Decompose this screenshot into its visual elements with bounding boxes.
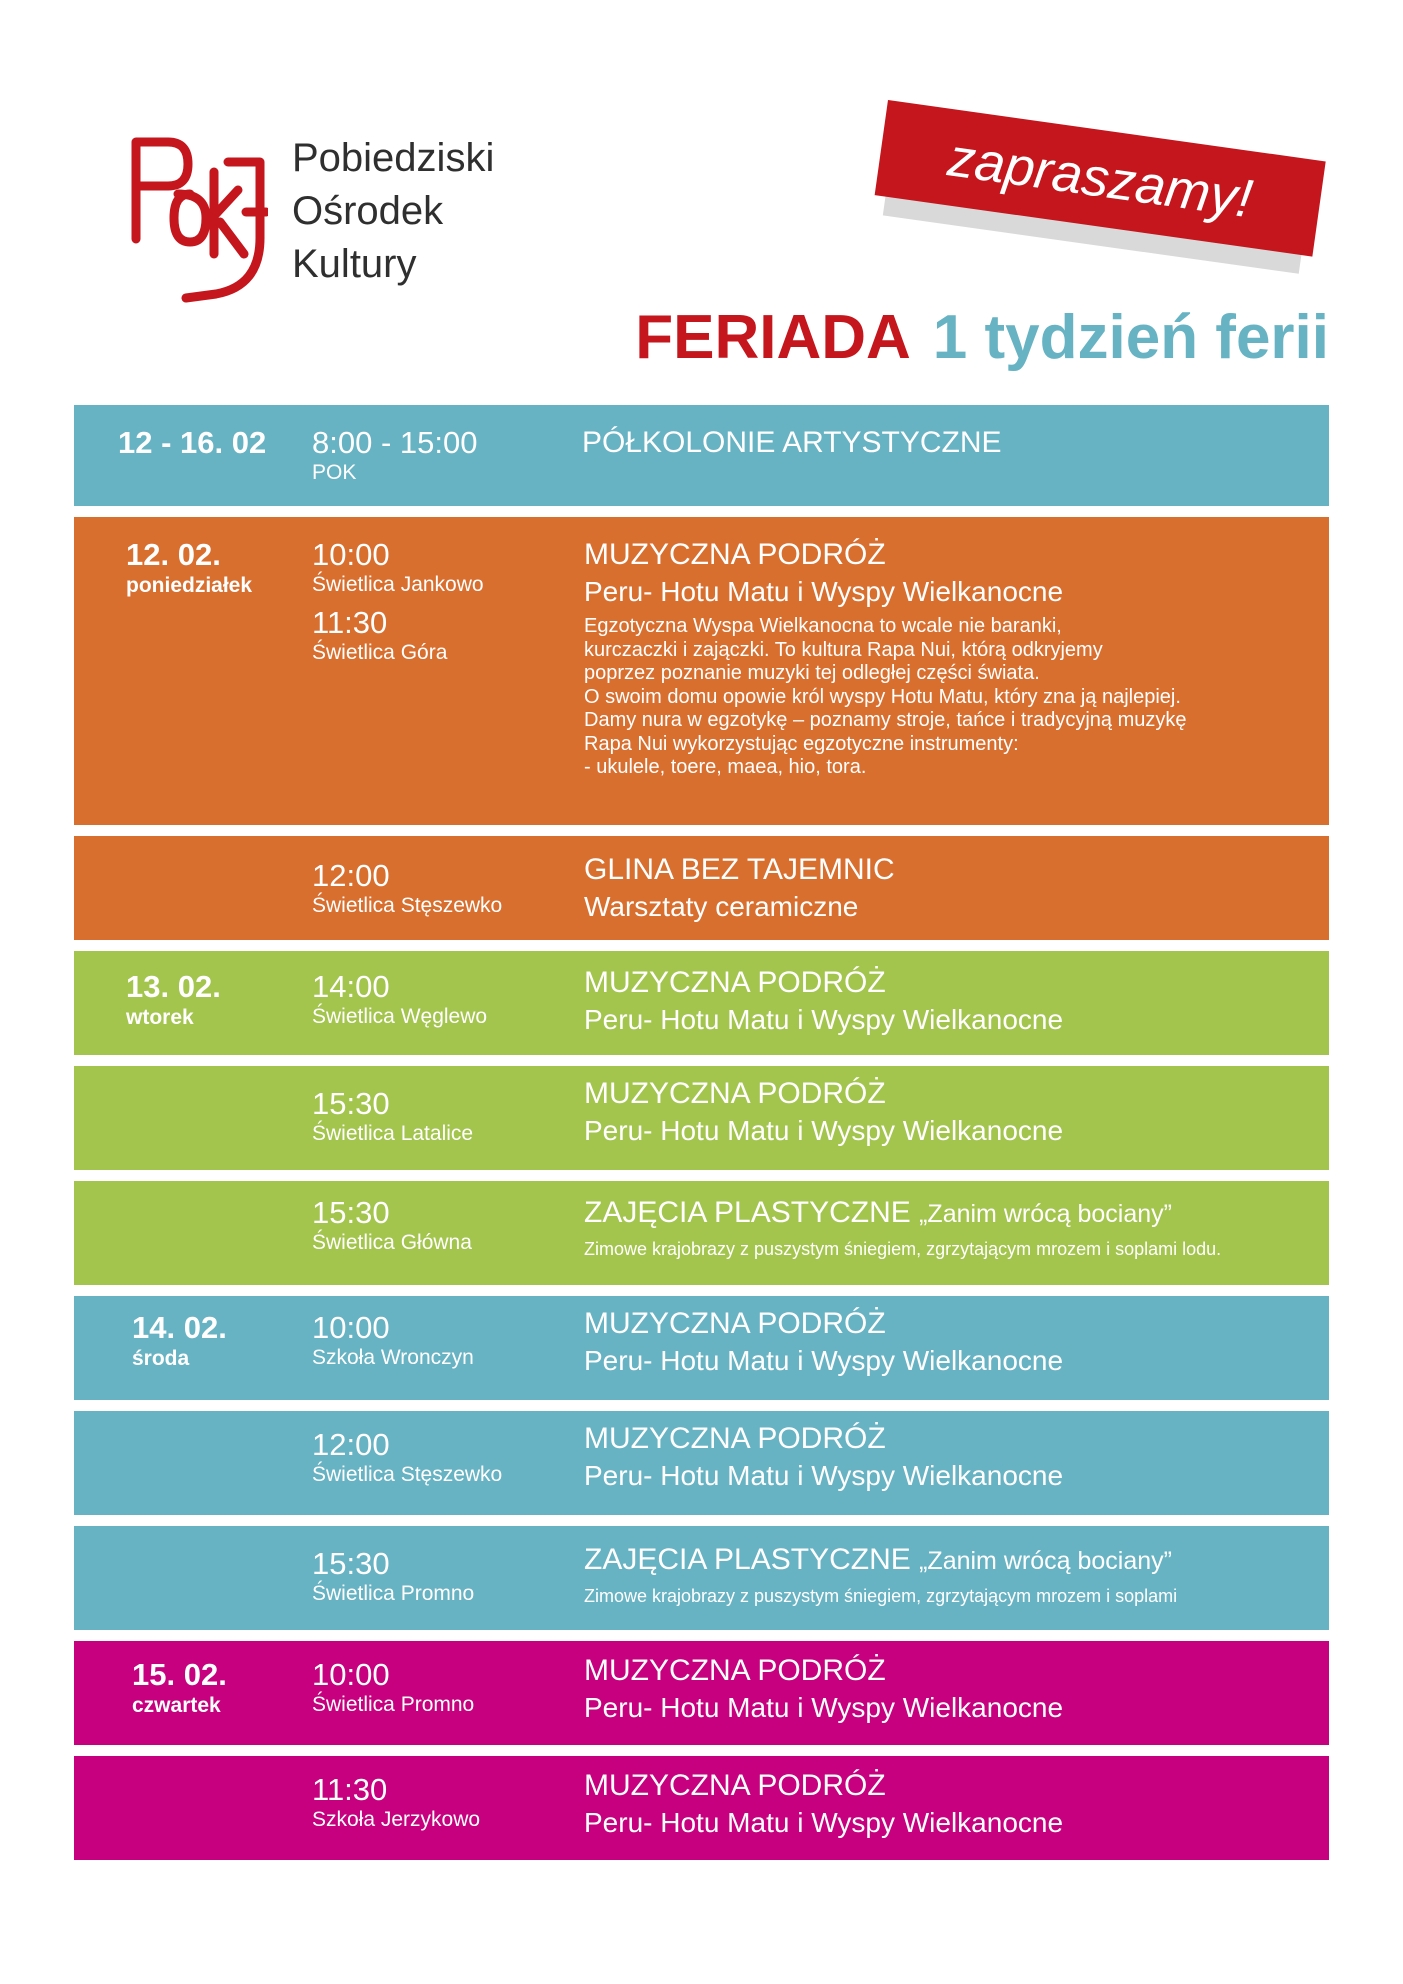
place: Świetlica Promno [312, 1582, 475, 1605]
event [584, 1306, 1319, 1380]
event [584, 1653, 1319, 1727]
row-times [312, 969, 487, 1037]
time: 10:00 [312, 537, 390, 572]
time: 12:00 [312, 858, 390, 893]
title-sub: 1 tydzień ferii [932, 303, 1329, 372]
time: 12:00 [312, 1427, 390, 1462]
weekday: poniedziałek [126, 574, 253, 597]
desc-line: O swoim domu opowie król wyspy Hotu Matu, który zna ją najlepiej. [584, 685, 1181, 708]
org-line-2: Ośrodek [292, 189, 444, 233]
event [584, 1768, 1319, 1842]
schedule [74, 405, 1329, 1871]
weekday: środa [132, 1347, 190, 1370]
schedule-row [74, 517, 1329, 825]
event-title: PÓŁKOLONIE ARTYSTYCZNE [582, 426, 1002, 459]
row-times [312, 858, 502, 926]
desc-line: Damy nura w egzotykę – poznamy stroje, tańce i tradycyjną muzykę [584, 709, 1187, 731]
place: Świetlica Węglewo [312, 1005, 488, 1028]
event-title-text: ZAJĘCIA PLASTYCZNE [584, 1196, 911, 1229]
schedule-row [74, 1296, 1329, 1400]
event-subtitle: Peru- Hotu Matu i Wyspy Wielkanocne [584, 1004, 1064, 1035]
event-subtitle: Peru- Hotu Matu i Wyspy Wielkanocne [584, 1692, 1064, 1723]
row-date [126, 537, 252, 599]
place: Szkoła Jerzykowo [312, 1808, 481, 1831]
event-title: MUZYCZNA PODRÓŻ [584, 538, 886, 571]
row-times [312, 1195, 472, 1263]
time: 11:30 [312, 1772, 388, 1807]
event-title: MUZYCZNA PODRÓŻ [584, 1077, 886, 1110]
desc-line: - ukulele, toere, maea, hio, tora. [584, 756, 867, 778]
place: POK [312, 461, 357, 484]
time: 8:00 - 15:00 [312, 425, 478, 460]
row-times [312, 1546, 474, 1614]
title-main: FERIADA [635, 303, 911, 372]
event-title: MUZYCZNA PODRÓŻ [584, 966, 886, 999]
date-text: 12. 02. [126, 537, 221, 572]
org-line-1: Pobiedziski [292, 136, 495, 180]
schedule-row [74, 1756, 1329, 1860]
schedule-row [74, 405, 1329, 506]
row-date: 12 - 16. 02 [118, 425, 267, 460]
schedule-row [74, 1066, 1329, 1170]
event-description: Zimowe krajobrazy z puszystym śniegiem, zgrzytającym mrozem i soplami lodu. [584, 1239, 1222, 1259]
time: 15:30 [312, 1546, 390, 1581]
organization-name [292, 132, 494, 291]
time: 11:30 [312, 605, 388, 640]
schedule-row [74, 1181, 1329, 1285]
event-title [584, 1542, 1319, 1579]
event [584, 1542, 1319, 1607]
event [584, 852, 1319, 926]
org-line-3: Kultury [292, 242, 417, 286]
event-subtitle: Peru- Hotu Matu i Wyspy Wielkanocne [584, 1460, 1064, 1491]
schedule-row [74, 1526, 1329, 1630]
time: 10:00 [312, 1310, 390, 1345]
event [582, 425, 1319, 461]
event-title: MUZYCZNA PODRÓŻ [584, 1307, 886, 1340]
row-times [312, 537, 484, 673]
place: Świetlica Promno [312, 1693, 475, 1716]
weekday: czwartek [132, 1694, 221, 1717]
place: Świetlica Główna [312, 1231, 472, 1254]
place: Świetlica Latalice [312, 1122, 474, 1145]
event [584, 965, 1319, 1039]
event-title-text: ZAJĘCIA PLASTYCZNE [584, 1543, 911, 1576]
date-text: 15. 02. [132, 1657, 227, 1692]
event-title: MUZYCZNA PODRÓŻ [584, 1654, 886, 1687]
schedule-row [74, 951, 1329, 1055]
place: Świetlica Stęszewko [312, 894, 503, 917]
event-subtitle: Peru- Hotu Matu i Wyspy Wielkanocne [584, 1807, 1064, 1838]
desc-line: poprzez poznanie muzyki tej odległej części świata. [584, 662, 1040, 684]
date-text: 14. 02. [132, 1310, 227, 1345]
event-subtitle: Peru- Hotu Matu i Wyspy Wielkanocne [584, 1345, 1064, 1376]
schedule-row [74, 1411, 1329, 1515]
time: 14:00 [312, 969, 390, 1004]
desc-line: kurczaczki i zajączki. To kultura Rapa Nui, którą odkryjemy [584, 638, 1103, 661]
schedule-row [74, 836, 1329, 940]
event-subtitle: Warsztaty ceramiczne [584, 891, 859, 922]
place: Szkoła Wronczyn [312, 1346, 474, 1369]
event-title: MUZYCZNA PODRÓŻ [584, 1422, 886, 1455]
desc-line: Egzotyczna Wyspa Wielkanocna to wcale nie baranki, [584, 615, 1062, 637]
place: Świetlica Góra [312, 641, 448, 664]
event-description: Zimowe krajobrazy z puszystym śniegiem, zgrzytającym mrozem i soplami [584, 1586, 1178, 1606]
event-title [584, 1195, 1319, 1232]
event [584, 1195, 1319, 1260]
pok-logo-icon [128, 134, 268, 304]
event-title-quote: „Zanim wrócą bociany” [919, 1547, 1172, 1575]
event-subtitle: Peru- Hotu Matu i Wyspy Wielkanocne [584, 576, 1064, 607]
event-subtitle: Peru- Hotu Matu i Wyspy Wielkanocne [584, 1115, 1064, 1146]
desc-line: Rapa Nui wykorzystując egzotyczne instrumenty: [584, 732, 1019, 755]
place: Świetlica Jankowo [312, 573, 484, 596]
row-times [312, 1086, 473, 1154]
event [584, 1076, 1319, 1150]
row-times [312, 1310, 474, 1378]
row-date [132, 1657, 227, 1719]
row-times [312, 1772, 480, 1840]
time: 10:00 [312, 1657, 390, 1692]
header [0, 0, 1403, 400]
time: 15:30 [312, 1086, 390, 1121]
row-times [312, 1427, 502, 1495]
row-date [132, 1310, 227, 1372]
time: 15:30 [312, 1195, 390, 1230]
invite-banner: zapraszamy! [875, 100, 1326, 257]
event-title: GLINA BEZ TAJEMNIC [584, 853, 895, 886]
event-title-quote: „Zanim wrócą bociany” [919, 1200, 1172, 1228]
event [584, 537, 1319, 780]
row-times [312, 425, 477, 493]
event [584, 1421, 1319, 1495]
row-date [126, 969, 221, 1031]
date-text: 13. 02. [126, 969, 221, 1004]
weekday: wtorek [126, 1006, 194, 1029]
event-description [584, 615, 1319, 780]
page-title [635, 302, 1329, 373]
event-title: MUZYCZNA PODRÓŻ [584, 1769, 886, 1802]
schedule-row [74, 1641, 1329, 1745]
place: Świetlica Stęszewko [312, 1463, 503, 1486]
row-times [312, 1657, 474, 1725]
